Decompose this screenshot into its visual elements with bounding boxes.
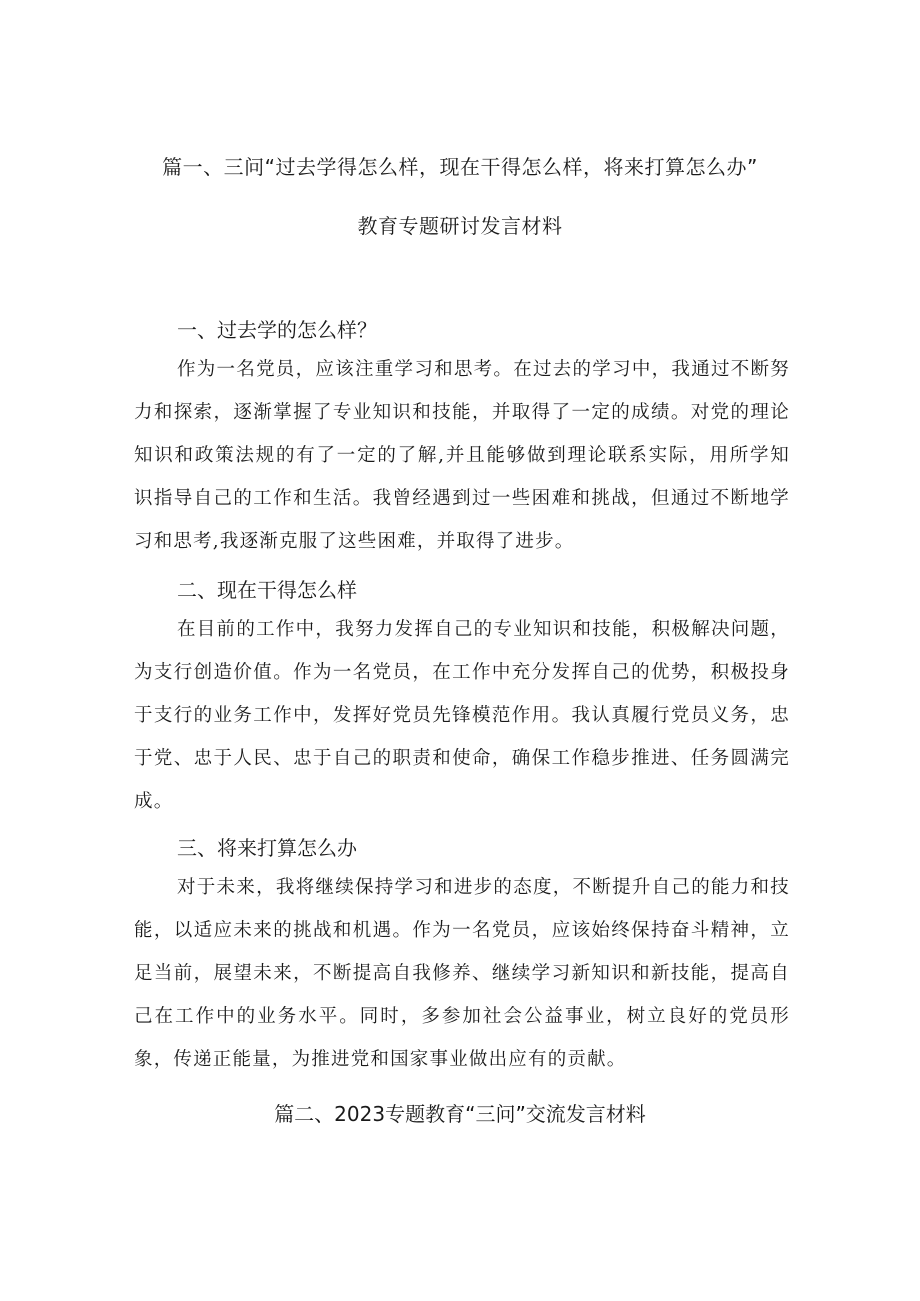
section-heading-3: 三、将来打算怎么办	[177, 836, 357, 860]
document-title-line-1: 篇一、三问“过去学得怎么样，现在干得怎么样，将来打算怎么办”	[162, 155, 758, 179]
section-heading-2: 二、现在干得怎么样	[177, 578, 357, 602]
section-body-2: 在目前的工作中，我努力发挥自己的专业知识和技能，积极解决问题，为支行创造价值。作为一名党员，在工作中充分发挥自己的优势，积极投身于支行的业务工作中，发挥好党员先锋模范作用。我认真履行党员义务，忠于党、忠于人民、忠于自己的职责和使命，确保工作稳步推进、任务圆满完成。	[134, 619, 790, 812]
next-section-title: 篇二、2023专题教育“三问”交流发言材料	[274, 1102, 646, 1126]
document-title-line-2: 教育专题研讨发言材料	[357, 214, 563, 238]
section-heading-1: 一、过去学的怎么样？	[177, 318, 377, 342]
section-body-3: 对于未来，我将继续保持学习和进步的态度，不断提升自己的能力和技能，以适应未来的挑战和机遇。作为一名党员，应该始终保持奋斗精神，立足当前，展望未来，不断提高自我修养、继续学习新知识和新技能，提高自己在工作中的业务水平。同时，多参加社会公益事业，树立良好的党员形象，传递正能量，为推进党和国家事业做出应有的贡献。	[134, 877, 790, 1070]
section-body-1: 作为一名党员，应该注重学习和思考。在过去的学习中，我通过不断努力和探索，逐渐掌握了专业知识和技能，并取得了一定的成绩。对党的理论知识和政策法规的有了一定的了解,并且能够做到理论联系实际，用所学知识指导自己的工作和生活。我曾经遇到过一些困难和挑战，但通过不断地学习和思考,我逐渐克服了这些困难，并取得了进步。	[134, 359, 790, 552]
